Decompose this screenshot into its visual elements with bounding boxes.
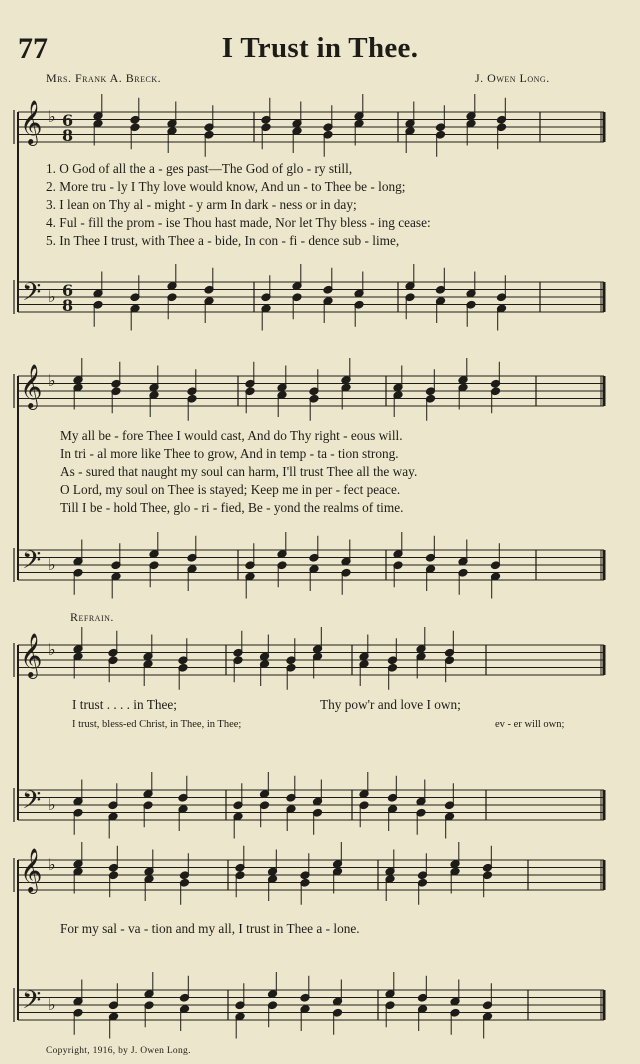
time-signature-icon: 6	[62, 111, 74, 130]
bass-clef-icon: 𝄢	[22, 278, 42, 313]
verse-line: O Lord, my soul on Thee is stayed; Keep me in per - fect peace.	[60, 482, 401, 497]
treble-clef-icon: 𝄞	[20, 364, 43, 408]
verse-line: 5. In Thee I trust, with Thee a - bide, In con - fi - dence sub - lime,	[46, 233, 400, 248]
flat-icon: ♭	[48, 107, 56, 126]
verse-line: As - sured that naught my soul can harm, I'll trust Thee all the way.	[60, 464, 418, 479]
verse-line: My all be - fore Thee I would cast, And do Thy right - eous will.	[60, 428, 403, 443]
time-signature-icon: 8	[62, 126, 74, 145]
flat-icon: ♭	[48, 371, 56, 390]
refrain-lyric-2: For my sal - va - tion and my all, I trust in Thee a - lone.	[60, 921, 360, 936]
verse-line: In tri - al more like Thee to grow, And in temp - ta - tion strong.	[60, 446, 399, 461]
hymn-title: I Trust in Thee.	[221, 32, 419, 64]
refrain-lyric-alt: I trust, bless-ed Christ, in Thee, in Thee;	[72, 719, 242, 730]
flat-icon: ♭	[48, 995, 56, 1014]
composer-credit: J. Owen Long.	[475, 71, 550, 85]
bass-clef-icon: 𝄢	[22, 986, 42, 1021]
verse-line: 3. I lean on Thy al - might - y arm In dark - ness or in day;	[46, 197, 357, 212]
treble-clef-icon: 𝄞	[20, 633, 43, 677]
refrain-lyric-1: I trust . . . . in Thee;	[72, 697, 178, 712]
refrain-label: Refrain.	[70, 610, 114, 624]
verse-line: Till I be - hold Thee, glo - ri - fied, Be - yond the realms of time.	[60, 500, 404, 515]
time-signature-icon: 6	[62, 281, 74, 300]
verse-block-2	[60, 428, 616, 518]
treble-clef-icon: 𝄞	[20, 848, 43, 892]
flat-icon: ♭	[48, 795, 56, 814]
flat-icon: ♭	[48, 640, 56, 659]
lyricist-credit: Mrs. Frank A. Breck.	[46, 71, 162, 85]
copyright: Copyright, 1916, by J. Owen Long.	[46, 1046, 191, 1056]
verse-line: 4. Ful - fill the prom - ise Thou hast made, Nor let Thy bless - ing cease:	[46, 215, 431, 230]
time-signature-icon: 8	[62, 296, 74, 315]
hymn-number: 77	[18, 32, 48, 65]
verse-line: 1. O God of all the a - ges past—The God of glo - ry still,	[46, 161, 353, 176]
flat-icon: ♭	[48, 855, 56, 874]
verse-block-1	[46, 161, 602, 251]
treble-clef-icon: 𝄞	[20, 100, 43, 144]
flat-icon: ♭	[48, 555, 56, 574]
refrain-lyric-alt-b: ev - er will own;	[495, 719, 565, 730]
flat-icon: ♭	[48, 287, 56, 306]
bass-clef-icon: 𝄢	[22, 546, 42, 581]
refrain-lyric-1b: Thy pow'r and love I own;	[320, 697, 461, 712]
verse-line: 2. More tru - ly I Thy love would know, And un - to Thee be - long;	[46, 179, 406, 194]
bass-clef-icon: 𝄢	[22, 786, 42, 821]
